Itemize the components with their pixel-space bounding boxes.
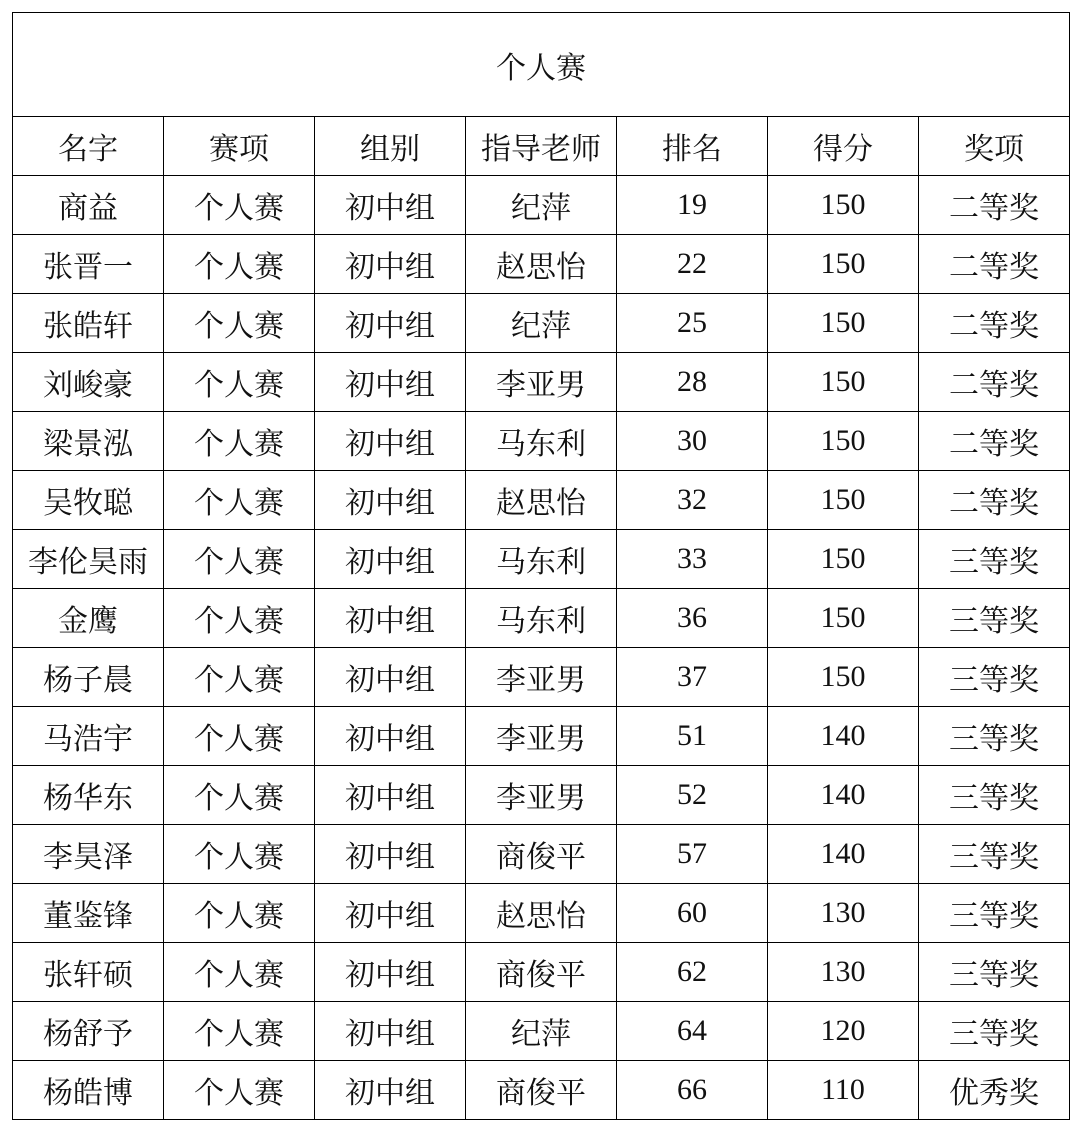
cell-group: 初中组 (315, 825, 466, 884)
cell-event: 个人赛 (164, 353, 315, 412)
cell-teacher: 赵思怡 (466, 235, 617, 294)
cell-event: 个人赛 (164, 943, 315, 1002)
cell-rank: 22 (617, 235, 768, 294)
cell-teacher: 纪萍 (466, 1002, 617, 1061)
cell-award: 二等奖 (919, 353, 1070, 412)
cell-event: 个人赛 (164, 294, 315, 353)
cell-name: 张晋一 (13, 235, 164, 294)
cell-rank: 28 (617, 353, 768, 412)
cell-group: 初中组 (315, 707, 466, 766)
cell-teacher: 马东利 (466, 589, 617, 648)
cell-rank: 30 (617, 412, 768, 471)
table-row (13, 766, 1070, 825)
cell-award: 优秀奖 (919, 1061, 1070, 1120)
cell-group: 初中组 (315, 471, 466, 530)
cell-group: 初中组 (315, 766, 466, 825)
header-teacher: 指导老师 (466, 117, 617, 176)
cell-teacher: 商俊平 (466, 943, 617, 1002)
cell-award: 二等奖 (919, 294, 1070, 353)
table-row (13, 707, 1070, 766)
cell-event: 个人赛 (164, 707, 315, 766)
cell-group: 初中组 (315, 943, 466, 1002)
header-row (13, 117, 1070, 176)
cell-score: 150 (768, 412, 919, 471)
cell-group: 初中组 (315, 1002, 466, 1061)
cell-event: 个人赛 (164, 766, 315, 825)
cell-rank: 37 (617, 648, 768, 707)
cell-award: 三等奖 (919, 884, 1070, 943)
cell-name: 马浩宇 (13, 707, 164, 766)
header-group: 组别 (315, 117, 466, 176)
cell-score: 140 (768, 766, 919, 825)
cell-group: 初中组 (315, 412, 466, 471)
table-row (13, 412, 1070, 471)
cell-score: 150 (768, 530, 919, 589)
cell-event: 个人赛 (164, 884, 315, 943)
cell-score: 150 (768, 648, 919, 707)
table-body (13, 13, 1070, 1120)
table-title: 个人赛 (13, 13, 1070, 117)
table-row (13, 884, 1070, 943)
table-row (13, 943, 1070, 1002)
table-row (13, 648, 1070, 707)
cell-score: 150 (768, 589, 919, 648)
table-row (13, 176, 1070, 235)
cell-rank: 64 (617, 1002, 768, 1061)
cell-teacher: 李亚男 (466, 766, 617, 825)
cell-name: 杨皓博 (13, 1061, 164, 1120)
header-name: 名字 (13, 117, 164, 176)
cell-name: 张轩硕 (13, 943, 164, 1002)
table-row (13, 353, 1070, 412)
cell-name: 张皓轩 (13, 294, 164, 353)
cell-rank: 51 (617, 707, 768, 766)
cell-rank: 19 (617, 176, 768, 235)
cell-rank: 25 (617, 294, 768, 353)
cell-teacher: 赵思怡 (466, 884, 617, 943)
cell-teacher: 马东利 (466, 530, 617, 589)
cell-teacher: 李亚男 (466, 648, 617, 707)
table-row (13, 589, 1070, 648)
cell-award: 三等奖 (919, 1002, 1070, 1061)
header-award: 奖项 (919, 117, 1070, 176)
cell-name: 杨华东 (13, 766, 164, 825)
cell-score: 110 (768, 1061, 919, 1120)
cell-award: 三等奖 (919, 766, 1070, 825)
cell-event: 个人赛 (164, 648, 315, 707)
cell-score: 130 (768, 943, 919, 1002)
cell-score: 120 (768, 1002, 919, 1061)
cell-teacher: 马东利 (466, 412, 617, 471)
cell-teacher: 商俊平 (466, 825, 617, 884)
cell-award: 三等奖 (919, 943, 1070, 1002)
cell-event: 个人赛 (164, 825, 315, 884)
cell-group: 初中组 (315, 176, 466, 235)
cell-score: 130 (768, 884, 919, 943)
cell-award: 二等奖 (919, 412, 1070, 471)
cell-score: 150 (768, 176, 919, 235)
header-rank: 排名 (617, 117, 768, 176)
cell-name: 杨舒予 (13, 1002, 164, 1061)
cell-award: 三等奖 (919, 825, 1070, 884)
cell-rank: 60 (617, 884, 768, 943)
cell-name: 李伦昊雨 (13, 530, 164, 589)
cell-score: 140 (768, 825, 919, 884)
cell-name: 刘峻豪 (13, 353, 164, 412)
cell-award: 三等奖 (919, 707, 1070, 766)
cell-teacher: 赵思怡 (466, 471, 617, 530)
cell-group: 初中组 (315, 530, 466, 589)
cell-name: 商益 (13, 176, 164, 235)
table-row (13, 530, 1070, 589)
cell-rank: 36 (617, 589, 768, 648)
cell-event: 个人赛 (164, 471, 315, 530)
cell-rank: 32 (617, 471, 768, 530)
cell-rank: 62 (617, 943, 768, 1002)
cell-score: 150 (768, 294, 919, 353)
cell-award: 二等奖 (919, 235, 1070, 294)
cell-event: 个人赛 (164, 530, 315, 589)
results-table (12, 12, 1070, 1120)
cell-name: 吴牧聪 (13, 471, 164, 530)
cell-group: 初中组 (315, 294, 466, 353)
cell-award: 三等奖 (919, 530, 1070, 589)
cell-score: 150 (768, 235, 919, 294)
header-score: 得分 (768, 117, 919, 176)
cell-event: 个人赛 (164, 589, 315, 648)
cell-name: 梁景泓 (13, 412, 164, 471)
cell-event: 个人赛 (164, 1002, 315, 1061)
cell-award: 二等奖 (919, 176, 1070, 235)
cell-rank: 52 (617, 766, 768, 825)
cell-rank: 57 (617, 825, 768, 884)
cell-group: 初中组 (315, 884, 466, 943)
cell-teacher: 李亚男 (466, 707, 617, 766)
cell-rank: 33 (617, 530, 768, 589)
cell-event: 个人赛 (164, 176, 315, 235)
cell-award: 二等奖 (919, 471, 1070, 530)
cell-award: 三等奖 (919, 589, 1070, 648)
cell-teacher: 纪萍 (466, 294, 617, 353)
cell-event: 个人赛 (164, 1061, 315, 1120)
table-row (13, 471, 1070, 530)
cell-name: 李昊泽 (13, 825, 164, 884)
cell-score: 150 (768, 471, 919, 530)
cell-teacher: 商俊平 (466, 1061, 617, 1120)
cell-event: 个人赛 (164, 235, 315, 294)
cell-teacher: 李亚男 (466, 353, 617, 412)
cell-group: 初中组 (315, 1061, 466, 1120)
table-row (13, 1002, 1070, 1061)
table-row (13, 235, 1070, 294)
title-row (13, 13, 1070, 117)
cell-group: 初中组 (315, 353, 466, 412)
cell-group: 初中组 (315, 235, 466, 294)
table-row (13, 1061, 1070, 1120)
cell-score: 140 (768, 707, 919, 766)
cell-event: 个人赛 (164, 412, 315, 471)
cell-rank: 66 (617, 1061, 768, 1120)
cell-name: 金鹰 (13, 589, 164, 648)
cell-score: 150 (768, 353, 919, 412)
header-event: 赛项 (164, 117, 315, 176)
cell-award: 三等奖 (919, 648, 1070, 707)
cell-group: 初中组 (315, 589, 466, 648)
cell-name: 董鉴锋 (13, 884, 164, 943)
table-row (13, 825, 1070, 884)
cell-name: 杨子晨 (13, 648, 164, 707)
cell-teacher: 纪萍 (466, 176, 617, 235)
table-row (13, 294, 1070, 353)
cell-group: 初中组 (315, 648, 466, 707)
